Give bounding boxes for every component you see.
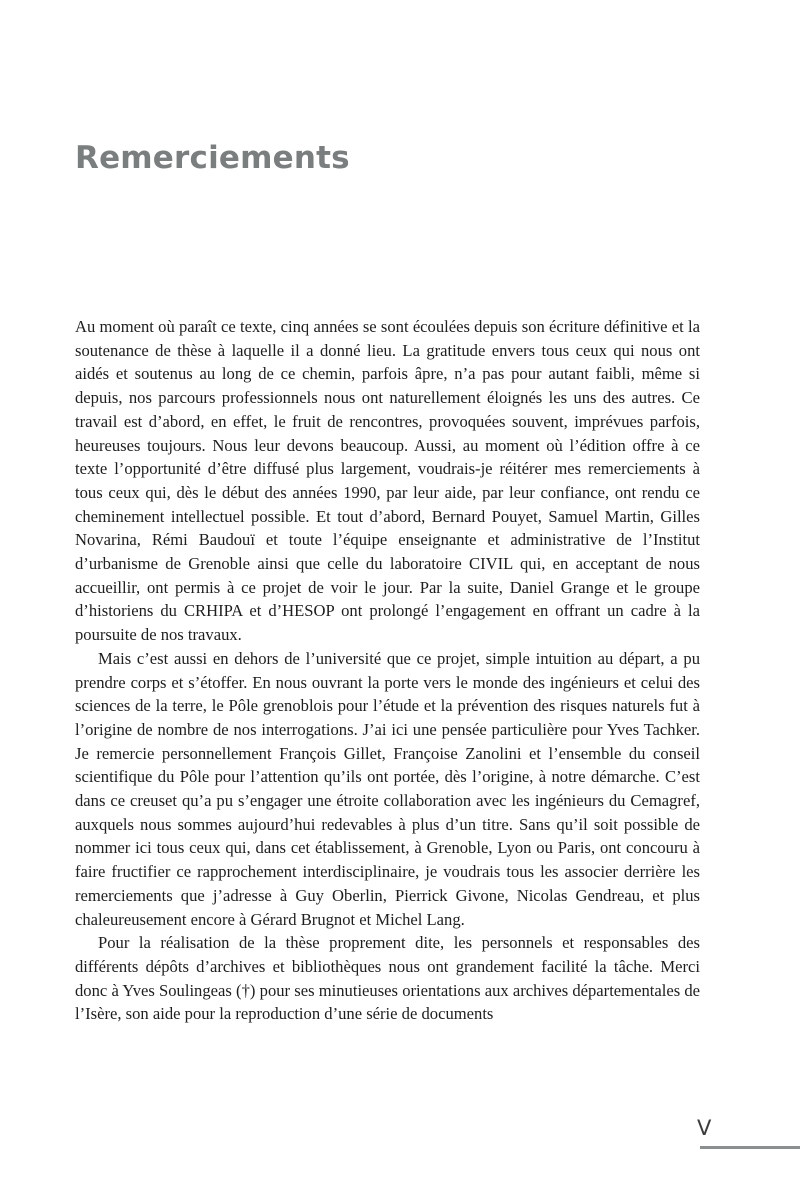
paragraph-1: Au moment où paraît ce texte, cinq années se sont écoulées depuis son écriture définitive et la soutenance de thèse à laquelle il a donné lieu. La gratitude envers tous ceux qui nous ont aidés et soutenus au long de ce chemin, parfois âpre, n’a pas pour autant faibli, même si depuis, nos parcours professionnels nous ont naturellement éloignés les uns des autres. Ce travail est d’abord, en effet, le fruit de rencontres, provoquées souvent, imprévues parfois, heureuses toujours. Nous leur devons beaucoup. Aussi, au moment où l’édition offre à ce texte l’opportunité d’être diffusé plus largement, voudrais-je réitérer mes remerciements à tous ceux qui, dès le début des années 1990, par leur aide, par leur confiance, ont rendu ce cheminement intellectuel possible. Et tout d’abord, Bernard Pouyet, Samuel Martin, Gilles Novarina, Rémi Baudouï et toute l’équipe enseignante et administrative de l’Institut d’urbanisme de Grenoble ainsi que celle du laboratoire CIVIL qui, en acceptant de nous accueillir, ont permis à ce projet de voir le jour. Par la suite, Daniel Grange et le groupe d’historiens du CRHIPA et d’HESOP ont prolongé l’engagement en offrant un cadre à la poursuite de nos travaux. [75, 317, 700, 645]
page-title: Remerciements [75, 140, 350, 176]
footer-rule [700, 1146, 800, 1149]
paragraph-2: Mais c’est aussi en dehors de l’université que ce projet, simple intuition au départ, a pu prendre corps et s’étoffer. En nous ouvrant la porte vers le monde des ingénieurs et celui des sciences de la terre, le Pôle grenoblois pour l’étude et la prévention des risques naturels fut à l’origine de nombre de nos interrogations. J’ai ici une pensée particulière pour Yves Tachker. Je remercie personnellement François Gillet, Françoise Zanolini et l’ensemble du conseil scientifique du Pôle pour l’attention qu’ils ont portée, dès l’origine, à notre démarche. C’est dans ce creuset qu’a pu s’engager une étroite collaboration avec les ingénieurs du Cemagref, auxquels nous sommes aujourd’hui redevables à plus d’un titre. Sans qu’il soit possible de nommer ici tous ceux qui, dans cet établissement, à Grenoble, Lyon ou Paris, ont concouru à faire fructifier ce rapprochement interdisciplinaire, je voudrais tous les associer derrière les remerciements que j’adresse à Guy Oberlin, Pierrick Givone, Nicolas Gendreau, et plus chaleureusement encore à Gérard Brugnot et Michel Lang. [75, 648, 700, 929]
page-number: V [697, 1116, 712, 1140]
paragraph-3: Pour la réalisation de la thèse proprement dite, les personnels et responsables des différents dépôts d’archives et bibliothèques nous ont grandement facilité la tâche. Merci donc à Yves Soulingeas (†) pour ses minutieuses orientations aux archives départementales de l’Isère, son aide pour la reproduction d’une série de documents [75, 933, 700, 1024]
body-text [75, 315, 700, 1026]
